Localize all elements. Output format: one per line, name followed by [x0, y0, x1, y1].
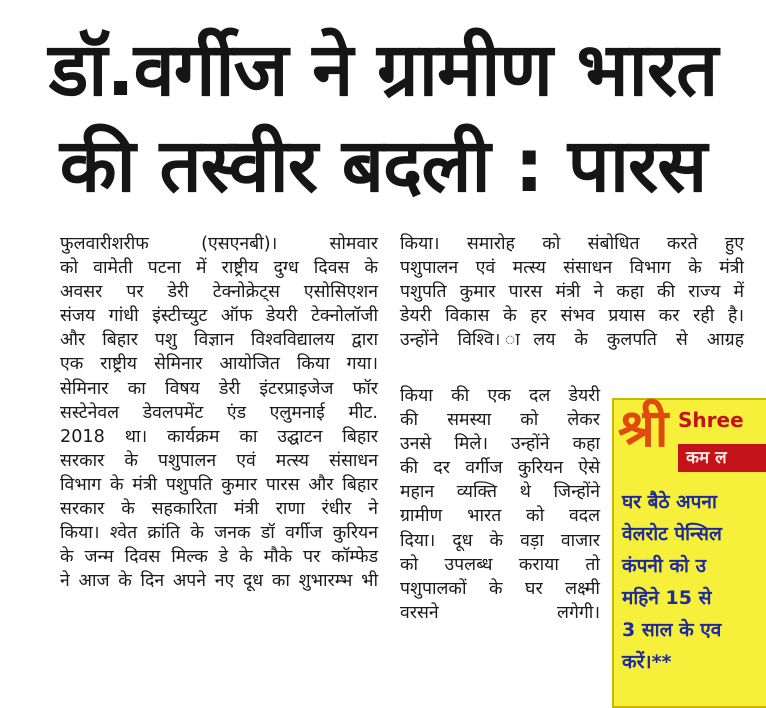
article-line: अवसर पर डेरी टेक्नोक्रेट्स एसोसिएशन: [60, 282, 378, 303]
article-line: सरकार के पशुपालन एवं मत्स्य संसाधन: [60, 450, 378, 471]
article-line: के जन्म दिवस मिल्क डे के मौके पर कॉम्फेड: [60, 547, 378, 568]
article-line: दिया। दूध के वड़ा वाजार: [400, 530, 600, 551]
article-line: की दर वर्गीज कुरियन ऐसे: [400, 458, 600, 479]
headline: [0, 22, 766, 214]
article-line: सेमिनार का विषय डेरी इंटरप्राइजेज फॉर: [60, 378, 378, 399]
ad-tagline-band: कम ल: [678, 444, 766, 472]
article-line: डेयरी विकास के हर संभव प्रयास कर रही है।: [400, 306, 744, 327]
article-line: उन्होंने विश्वि। ालय के कुलपति से आग्रह: [400, 330, 744, 351]
article-line: और बिहार पशु विज्ञान विश्वविद्यालय द्वारा: [60, 330, 378, 351]
headline-line-1: डॉ.वर्गीज ने ग्रामीण भारत: [48, 27, 718, 113]
article-line: संजय गांधी इंस्टीच्युट ऑफ डेयरी टेक्नोलॉजी: [60, 306, 378, 327]
ad-line: घर बैठे अपना: [622, 491, 717, 513]
article-line: उनसे मिले। उन्होंने कहा: [400, 434, 600, 455]
ad-line: महिने 15 से: [622, 587, 712, 609]
headline-line-2: की तस्वीर बदली : पारस: [59, 123, 707, 209]
article-line: को वामेती पटना में राष्ट्रीय दुग्ध दिवस के: [60, 258, 378, 279]
article-line: पशुपालकों के घर लक्ष्मी: [400, 578, 600, 599]
article-line: पशुपालन एवं मत्स्य संसाधन विभाग के मंत्री: [400, 258, 744, 279]
article-line: फुलवारीशरीफ (एसएनबी)। सोमवार: [60, 234, 378, 254]
article-line: किया की एक दल डेयरी: [400, 386, 600, 406]
ad-line: वेलरोट पेन्सिल: [622, 523, 722, 545]
article-line: विभाग के मंत्री पशुपति कुमार पारस और बिहार: [60, 474, 378, 495]
article-line: ग्रामीण भारत को वदल: [400, 506, 600, 527]
ad-line: करें।**: [622, 651, 672, 673]
article-line: किया। समारोह को संबोधित करते हुए: [400, 234, 744, 254]
article-line: 2018 था। कार्यक्रम का उद्घाटन बिहार: [60, 426, 378, 447]
shree-logo-icon: श्री: [618, 398, 669, 459]
article-left-column: [60, 232, 378, 593]
ad-body-text: [622, 486, 766, 678]
article-line: सरकार के सहकारिता मंत्री राणा रंधीर ने: [60, 499, 378, 520]
advertisement-box: [612, 398, 766, 708]
article-line: की समस्या को लेकर: [400, 410, 600, 431]
article-line: पशुपति कुमार पारस मंत्री ने कहा की राज्य में: [400, 282, 744, 303]
article-line: महान व्यक्ति थे जिन्होंने: [400, 482, 600, 503]
ad-line: कंपनी को उ: [622, 555, 707, 577]
article-line: ने आज के दिन अपने नए दूध का शुभारम्भ भी: [60, 571, 378, 592]
article-line: को उपलब्ध कराया तो: [400, 554, 600, 575]
article-line: किया। श्वेत क्रांति के जनक डॉ वर्गीज कुरियन: [60, 523, 378, 544]
article-line: एक राष्ट्रीय सेमिनार आयोजित किया गया।: [60, 354, 378, 375]
ad-brand-name: Shree: [678, 408, 744, 432]
article-right-column-top: [400, 232, 744, 352]
article-line: वरसने लगेगी।: [400, 602, 600, 623]
article-right-column-bottom: [400, 384, 600, 625]
article-line: सस्टेनेवल डेवलपमेंट एंड एलुमनाई मीट.: [60, 402, 378, 423]
ad-line: 3 साल के एव: [622, 619, 722, 641]
